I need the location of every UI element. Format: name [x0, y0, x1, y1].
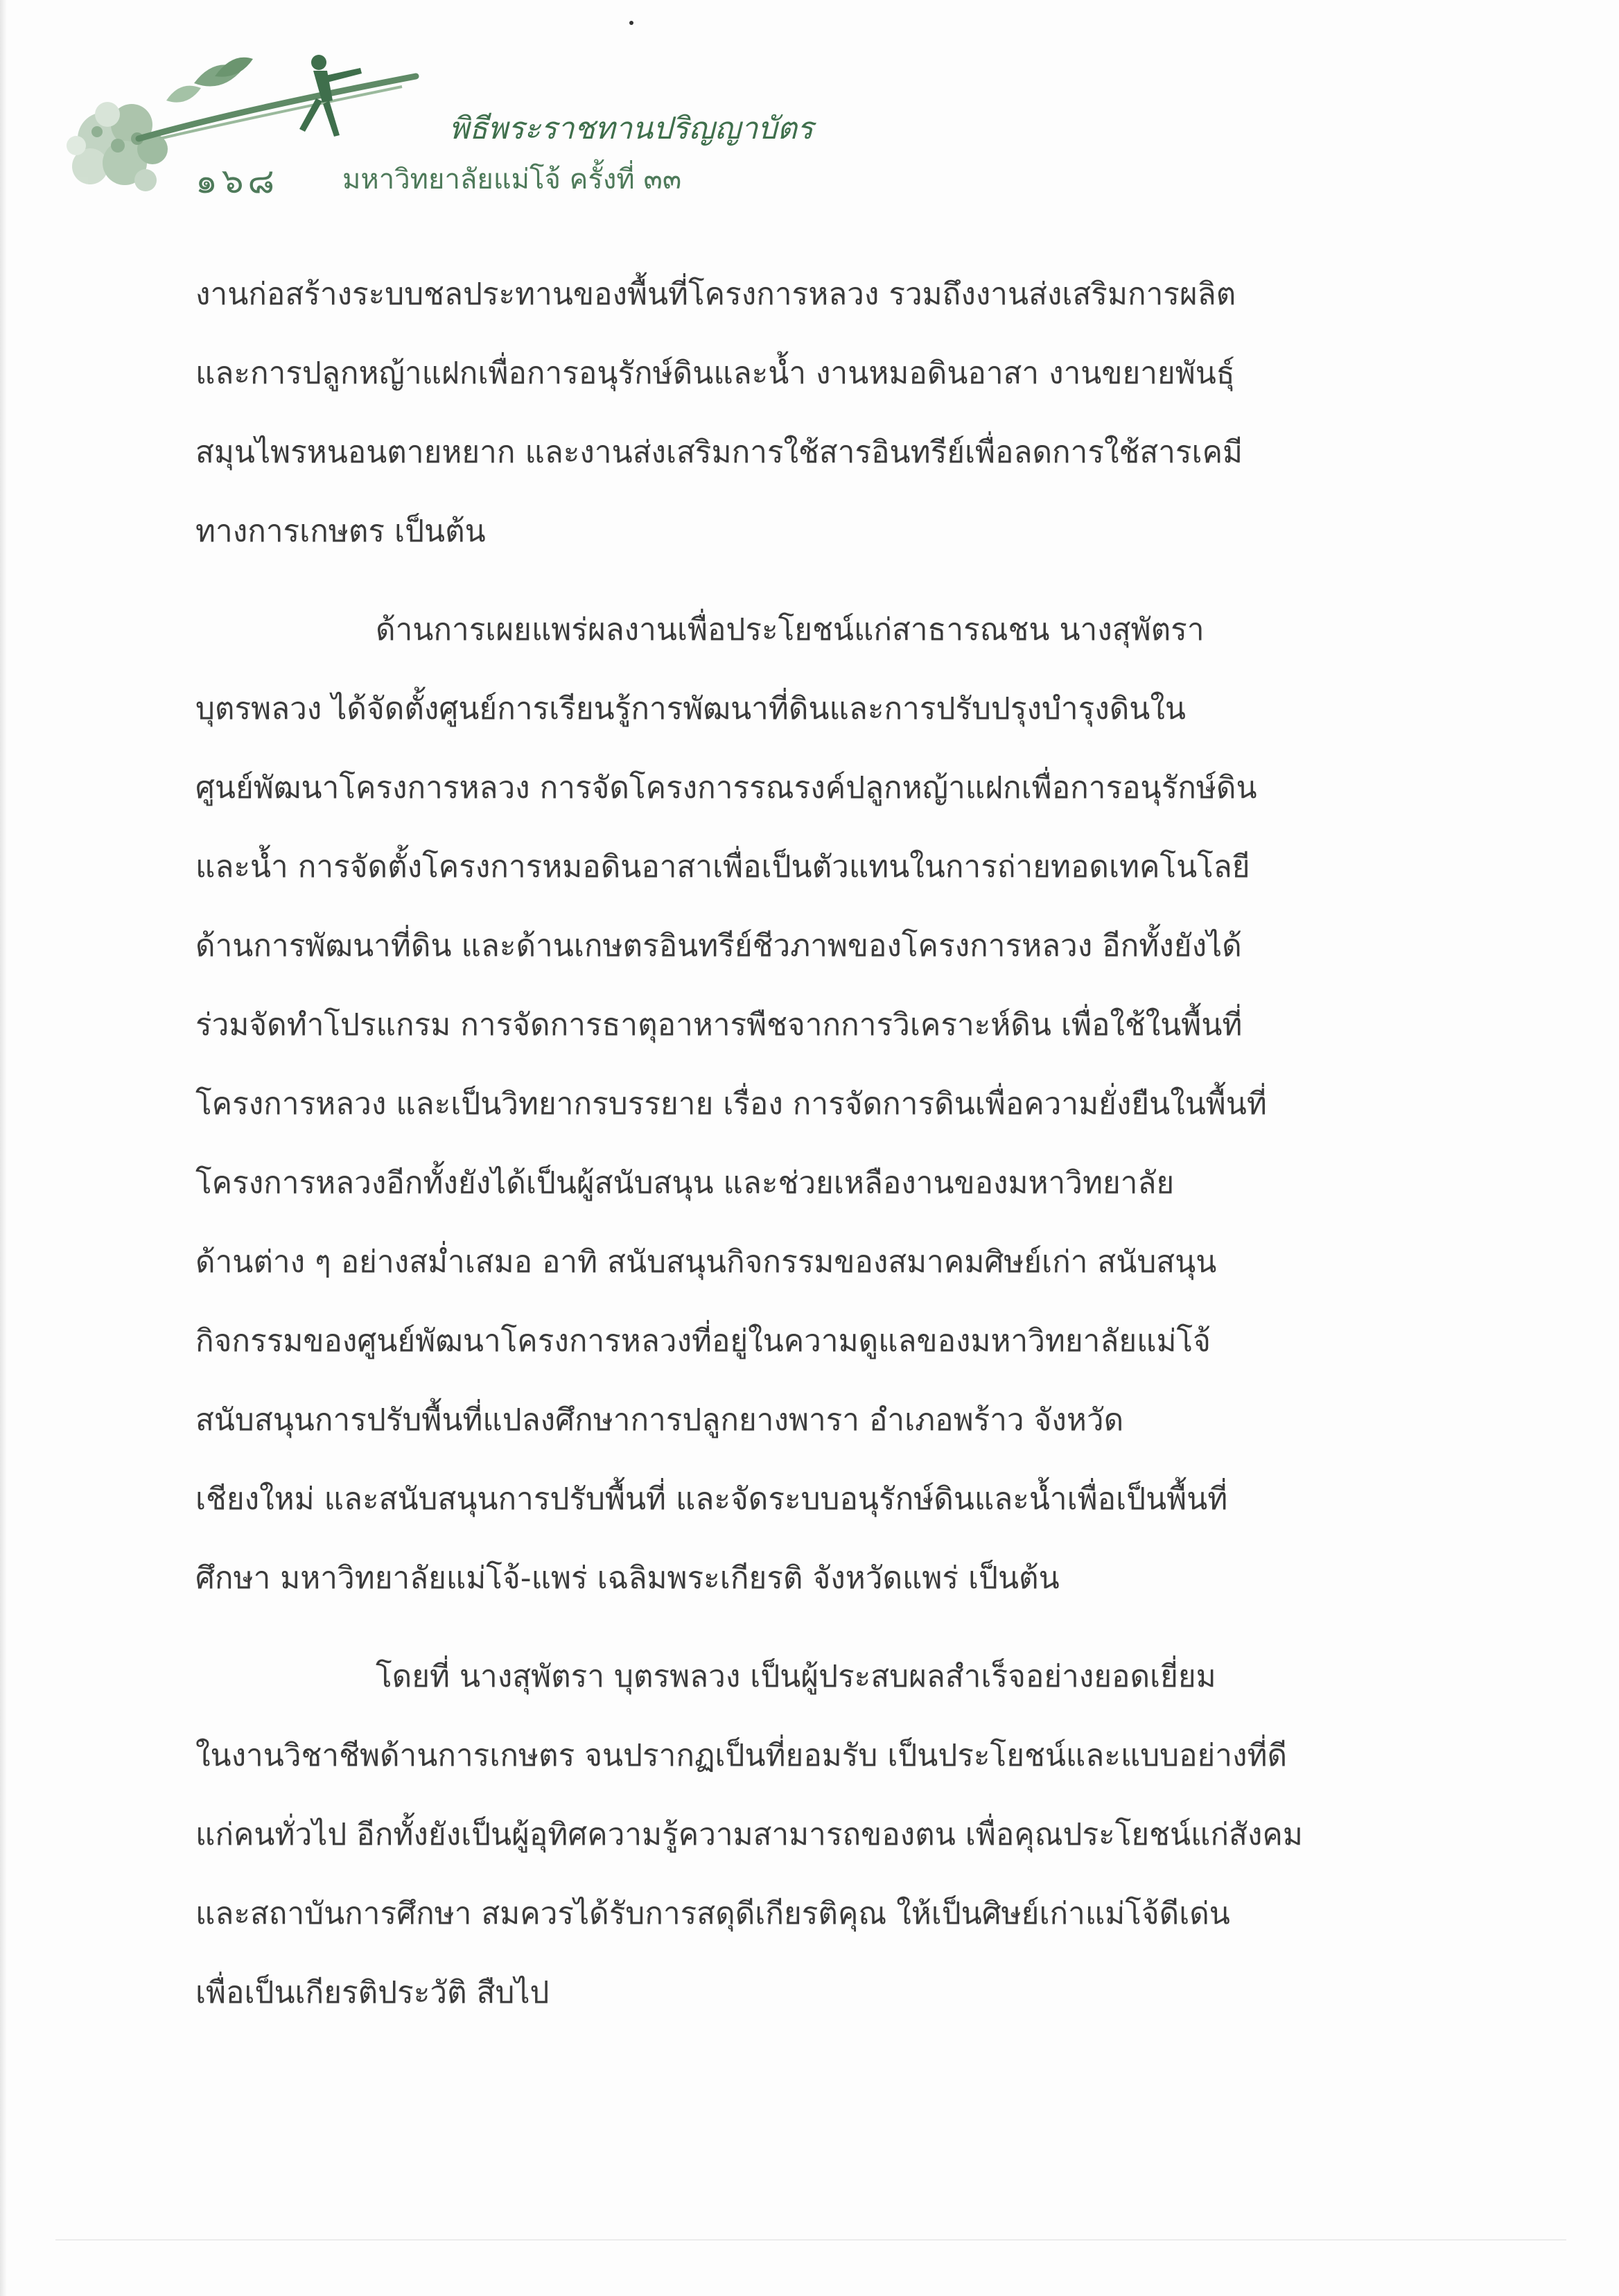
- text-line: ด้านการเผยแพร่ผลงานเพื่อประโยชน์แก่สาธารณชน นางสุพัตรา: [376, 612, 1205, 647]
- text-line: และสถาบันการศึกษา สมควรได้รับการสดุดีเกียรติคุณ ให้เป็นศิษย์เก่าแม่โจ้ดีเด่น: [195, 1896, 1230, 1931]
- text-line: โดยที่ นางสุพัตรา บุตรพลวง เป็นผู้ประสบผลสำเร็จอย่างยอดเยี่ยม: [376, 1659, 1216, 1694]
- header-subtitle: มหาวิทยาลัยแม่โจ้ ครั้งที่ ๓๓: [342, 164, 682, 195]
- text-line: และน้ำ การจัดตั้งโครงการหมอดินอาสาเพื่อเป็นตัวแทนในการถ่ายทอดเทคโนโลยี: [195, 849, 1250, 885]
- text-line: สนับสนุนการปรับพื้นที่แปลงศึกษาการปลูกยางพารา อำเภอพร้าว จังหวัด: [195, 1402, 1124, 1438]
- ceremony-title: พิธีพระราชทานปริญญาบัตร: [449, 111, 814, 146]
- text-line: บุตรพลวง ได้จัดตั้งศูนย์การเรียนรู้การพัฒนาที่ดินและการปรับปรุงบำรุงดินใน: [195, 691, 1186, 727]
- text-line: เพื่อเป็นเกียรติประวัติ สืบไป: [195, 1975, 550, 2010]
- text-line: ด้านการพัฒนาที่ดิน และด้านเกษตรอินทรีย์ชีวภาพของโครงการหลวง อีกทั้งยังได้: [195, 928, 1242, 964]
- text-line: เชียงใหม่ และสนับสนุนการปรับพื้นที่ และจัดระบบอนุรักษ์ดินและน้ำเพื่อเป็นพื้นที่: [195, 1481, 1228, 1517]
- text-line: กิจกรรมของศูนย์พัฒนาโครงการหลวงที่อยู่ในความดูแลของมหาวิทยาลัยแม่โจ้: [195, 1323, 1211, 1359]
- scan-speck: [629, 21, 633, 25]
- text-line: ศึกษา มหาวิทยาลัยแม่โจ้-แพร่ เฉลิมพระเกียรติ จังหวัดแพร่ เป็นต้น: [195, 1560, 1060, 1596]
- text-line: สมุนไพรหนอนตายหยาก และงานส่งเสริมการใช้สารอินทรีย์เพื่อลดการใช้สารเคมี: [195, 435, 1243, 470]
- text-line: ทางการเกษตร เป็นต้น: [195, 514, 486, 549]
- text-line: และการปลูกหญ้าแฝกเพื่อการอนุรักษ์ดินและน้ำ งานหมอดินอาสา งานขยายพันธุ์: [195, 356, 1235, 391]
- page-number: ๑๖๘: [195, 161, 279, 201]
- text-line: โครงการหลวง และเป็นวิทยากรบรรยาย เรื่อง การจัดการดินเพื่อความยั่งยืนในพื้นที่: [195, 1086, 1267, 1122]
- text-line: ศูนย์พัฒนาโครงการหลวง การจัดโครงการรณรงค์ปลูกหญ้าแฝกเพื่อการอนุรักษ์ดิน: [195, 770, 1257, 806]
- text-line: ในงานวิชาชีพด้านการเกษตร จนปรากฏเป็นที่ยอมรับ เป็นประโยชน์และแบบอย่างที่ดี: [195, 1738, 1288, 1773]
- body-text: [195, 255, 1351, 2033]
- text-line: โครงการหลวงอีกทั้งยังได้เป็นผู้สนับสนุน และช่วยเหลืองานของมหาวิทยาลัย: [195, 1165, 1175, 1201]
- text-line: งานก่อสร้างระบบชลประทานของพื้นที่โครงการหลวง รวมถึงงานส่งเสริมการผลิต: [195, 277, 1236, 312]
- scan-edge-shadow: [0, 0, 7, 2296]
- text-line: ด้านต่าง ๆ อย่างสม่ำเสมอ อาทิ สนับสนุนกิจกรรมของสมาคมศิษย์เก่า สนับสนุน: [195, 1244, 1217, 1280]
- text-line: แก่คนทั่วไป อีกทั้งยังเป็นผู้อุทิศความรู้ความสามารถของตน เพื่อคุณประโยชน์แก่สังคม: [195, 1817, 1303, 1852]
- scan-bottom-edge: [55, 2239, 1566, 2241]
- text-line: ร่วมจัดทำโปรแกรม การจัดการธาตุอาหารพืชจากการวิเคราะห์ดิน เพื่อใช้ในพื้นที่: [195, 1007, 1243, 1043]
